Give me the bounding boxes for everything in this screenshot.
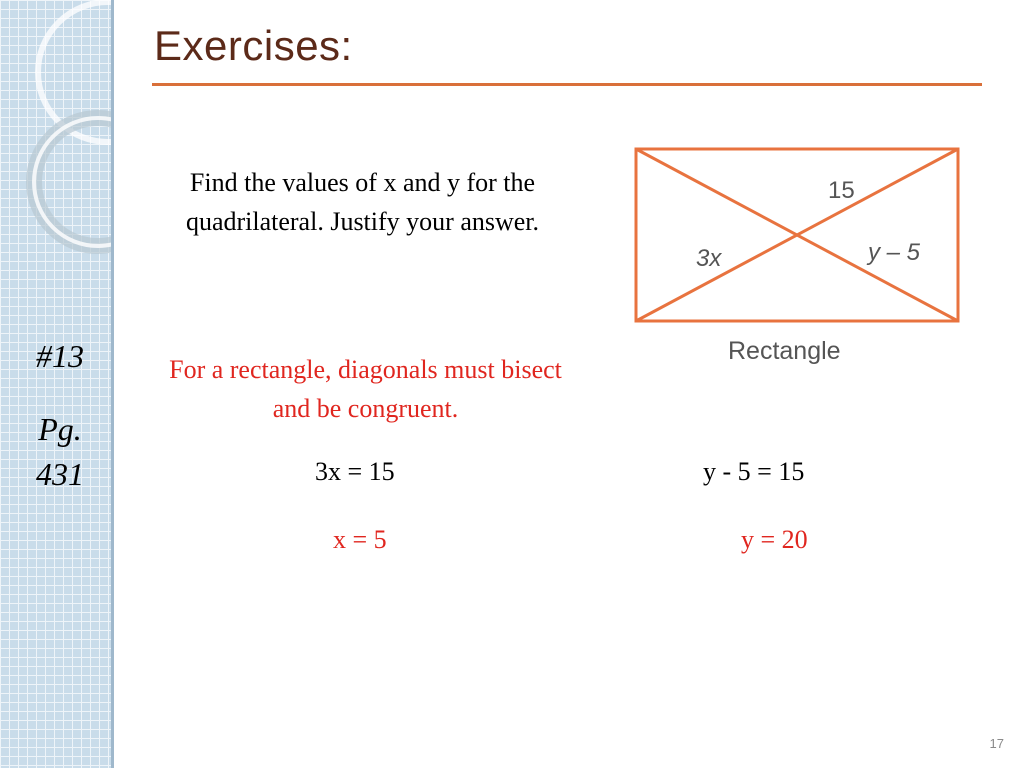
solution-y: y = 20 (741, 525, 808, 554)
slide-number: 17 (989, 736, 1004, 751)
equation-y: y - 5 = 15 (703, 457, 805, 486)
slide-title: Exercises: (154, 22, 353, 69)
label-right: y – 5 (868, 239, 921, 266)
problem-number: #13 (36, 338, 84, 374)
equation-x: 3x = 15 (315, 457, 395, 486)
exercise-prompt: Find the values of x and y for the quadrilateral. Justify your answer. (185, 168, 540, 236)
page-ref-number: 431 (36, 456, 84, 492)
solution-x: x = 5 (333, 525, 387, 554)
label-left: 3x (696, 245, 722, 272)
sidebar-border (111, 0, 114, 768)
title-underline (152, 83, 982, 86)
rectangle-figure (630, 143, 970, 333)
label-top: 15 (828, 177, 855, 204)
page-ref-label: Pg. (38, 411, 82, 447)
figure-caption: Rectangle (728, 337, 841, 365)
sidebar-pattern (0, 0, 113, 768)
justification-text: For a rectangle, diagonals must bisect and be congruent. (169, 355, 562, 423)
decorative-circles (0, 0, 113, 768)
